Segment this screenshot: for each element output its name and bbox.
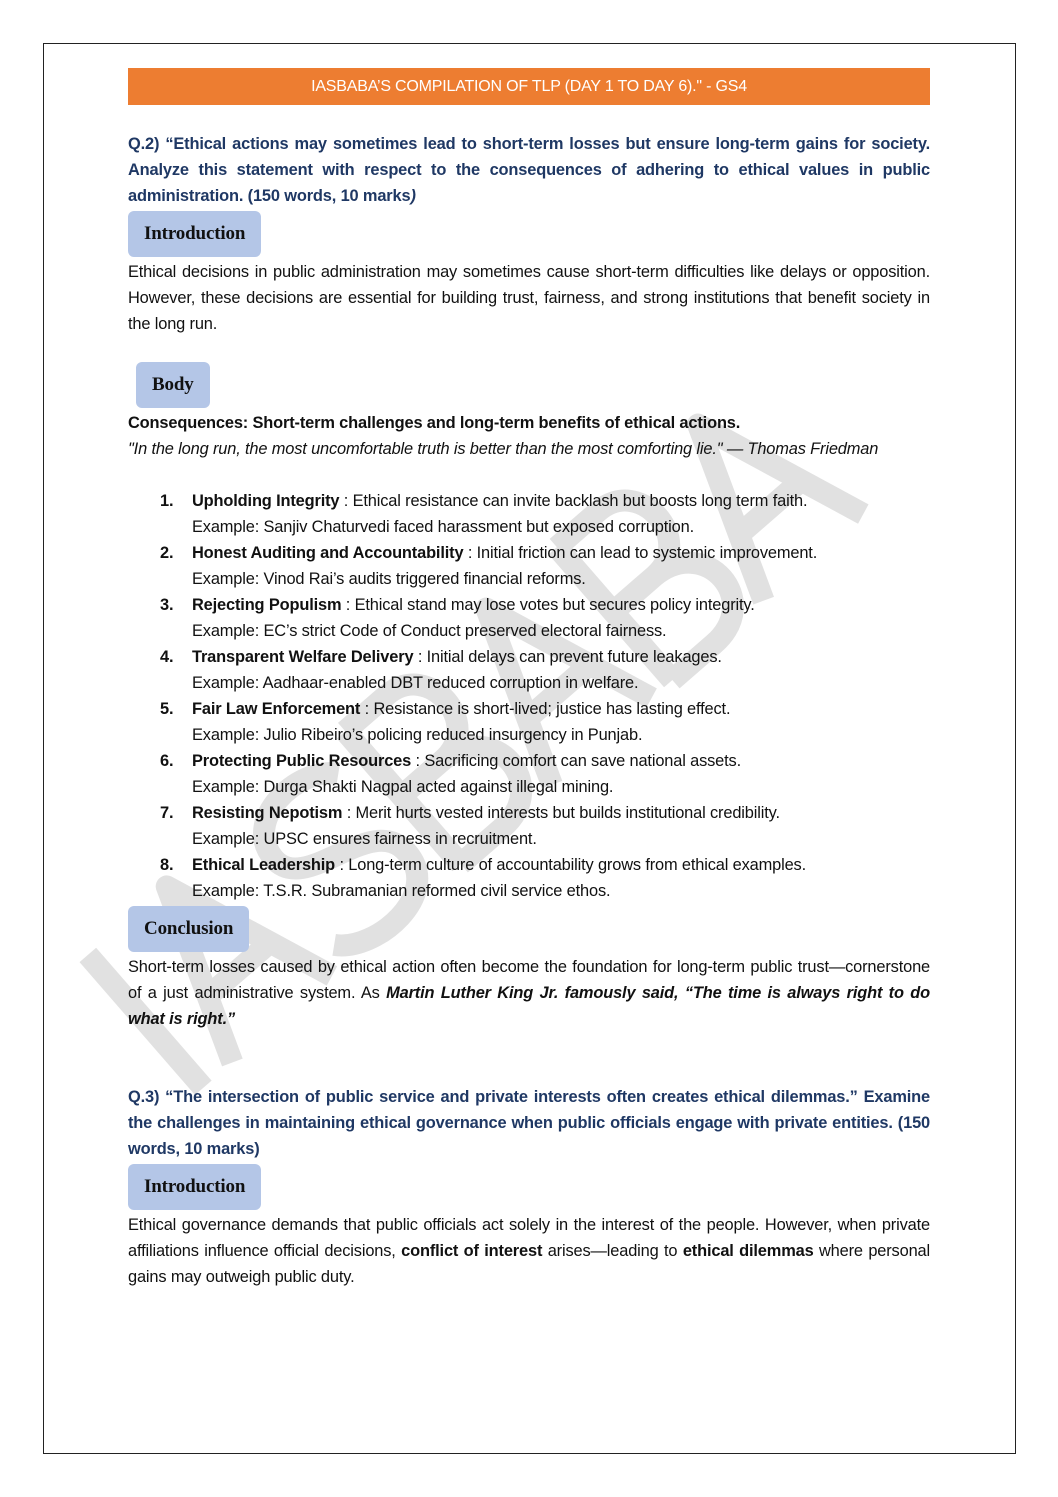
item-example: Example: Aadhaar-enabled DBT reduced corruption in welfare. [192, 674, 639, 692]
body-heading: Consequences: Short-term challenges and long-term benefits of ethical actions. [128, 414, 741, 432]
q3-intro-bold: conflict of interest [401, 1242, 543, 1260]
item-title: Fair Law Enforcement [192, 700, 361, 718]
item-title: Transparent Welfare Delivery [192, 648, 414, 666]
list-number: 3. [160, 596, 174, 614]
list-item [128, 748, 930, 800]
list-number: 6. [160, 752, 174, 770]
friedman-quote: "In the long run, the most uncomfortable truth is better than the most comforting lie." — Thomas Friedman [128, 440, 879, 458]
section-label-body: Body [136, 362, 210, 408]
section-label-introduction-q3: Introduction [128, 1164, 261, 1210]
list-item [128, 852, 930, 904]
question-2 [128, 131, 930, 209]
item-example: Example: Sanjiv Chaturvedi faced harassment but exposed corruption. [192, 518, 694, 536]
consequences-list [128, 488, 930, 904]
document-header-banner [128, 68, 930, 105]
item-example: Example: Julio Ribeiro’s policing reduced insurgency in Punjab. [192, 726, 643, 744]
item-title: Ethical Leadership [192, 856, 336, 874]
item-text: : Ethical resistance can invite backlash but boosts long term faith. [339, 492, 808, 510]
item-text: : Ethical stand may lose votes but secures policy integrity. [341, 596, 755, 614]
item-title: Resisting Nepotism [192, 804, 343, 822]
item-example: Example: Durga Shakti Nagpal acted against illegal mining. [192, 778, 614, 796]
question-2-text: Q.2) “Ethical actions may sometimes lead to short-term losses but ensure long-term gains for society. Analyze this statement with respect to the consequences of adhering to ethical values in public administration. (150 words, 10 marks [128, 135, 930, 205]
item-title: Honest Auditing and Accountability [192, 544, 464, 562]
q3-introduction-text [128, 1212, 930, 1290]
item-example: Example: T.S.R. Subramanian reformed civil service ethos. [192, 882, 611, 900]
list-item [128, 592, 930, 644]
item-title: Rejecting Populism [192, 596, 342, 614]
list-item [128, 800, 930, 852]
section-label-conclusion: Conclusion [128, 906, 249, 952]
item-text: : Initial delays can prevent future leakages. [413, 648, 722, 666]
q3-intro-bold: ethical dilemmas [682, 1242, 814, 1260]
list-number: 2. [160, 544, 174, 562]
item-example: Example: Vinod Rai’s audits triggered financial reforms. [192, 570, 586, 588]
list-number: 7. [160, 804, 174, 822]
list-item [128, 644, 930, 696]
question-3: Q.3) “The intersection of public service and private interests often creates ethical dilemmas.” Examine the challenges in maintaining ethical governance when public officials engage with private entities. (150 words, 10 marks) [128, 1088, 930, 1158]
item-example: Example: UPSC ensures fairness in recruitment. [192, 830, 537, 848]
item-title: Protecting Public Resources [192, 752, 412, 770]
item-text: : Long-term culture of accountability grows from ethical examples. [335, 856, 807, 874]
list-number: 1. [160, 492, 174, 510]
item-text: : Sacrificing comfort can save national assets. [411, 752, 741, 770]
item-example: Example: EC’s strict Code of Conduct preserved electoral fairness. [192, 622, 667, 640]
list-item [128, 696, 930, 748]
q3-intro-part: where personal gains may outweigh public duty. [128, 1242, 930, 1286]
list-number: 4. [160, 648, 174, 666]
item-text: : Resistance is short-lived; justice has lasting effect. [360, 700, 731, 718]
section-label-introduction: Introduction [128, 211, 261, 257]
question-2-end: ) [410, 187, 416, 205]
list-number: 5. [160, 700, 174, 718]
header-title: IASBABA’S COMPILATION OF TLP (DAY 1 TO DAY 6)." - GS4 [311, 77, 747, 95]
item-title: Upholding Integrity [192, 492, 340, 510]
q3-intro-part: arises—leading to [542, 1242, 683, 1260]
conclusion-text: Short-term losses caused by ethical action often become the foundation for long-term public trust—cornerstone of a just administrative system. As [128, 958, 930, 1002]
list-number: 8. [160, 856, 174, 874]
item-text: : Initial friction can lead to systemic improvement. [463, 544, 818, 562]
q3-intro-part: Ethical governance demands that public officials act solely in the interest of the people. However, when private affiliations influence official decisions, [128, 1216, 930, 1260]
mlk-quote: Martin Luther King Jr. famously said, “The time is always right to do what is right.” [128, 984, 930, 1028]
q2-introduction-text: Ethical decisions in public administration may sometimes cause short-term difficulties like delays or opposition. However, these decisions are essential for building trust, fairness, and strong institutions that benefit society in the long run. [128, 263, 930, 333]
item-text: : Merit hurts vested interests but builds institutional credibility. [342, 804, 780, 822]
list-item [128, 488, 930, 540]
document-body [128, 131, 930, 1290]
q2-conclusion-text [128, 954, 930, 1032]
list-item [128, 540, 930, 592]
